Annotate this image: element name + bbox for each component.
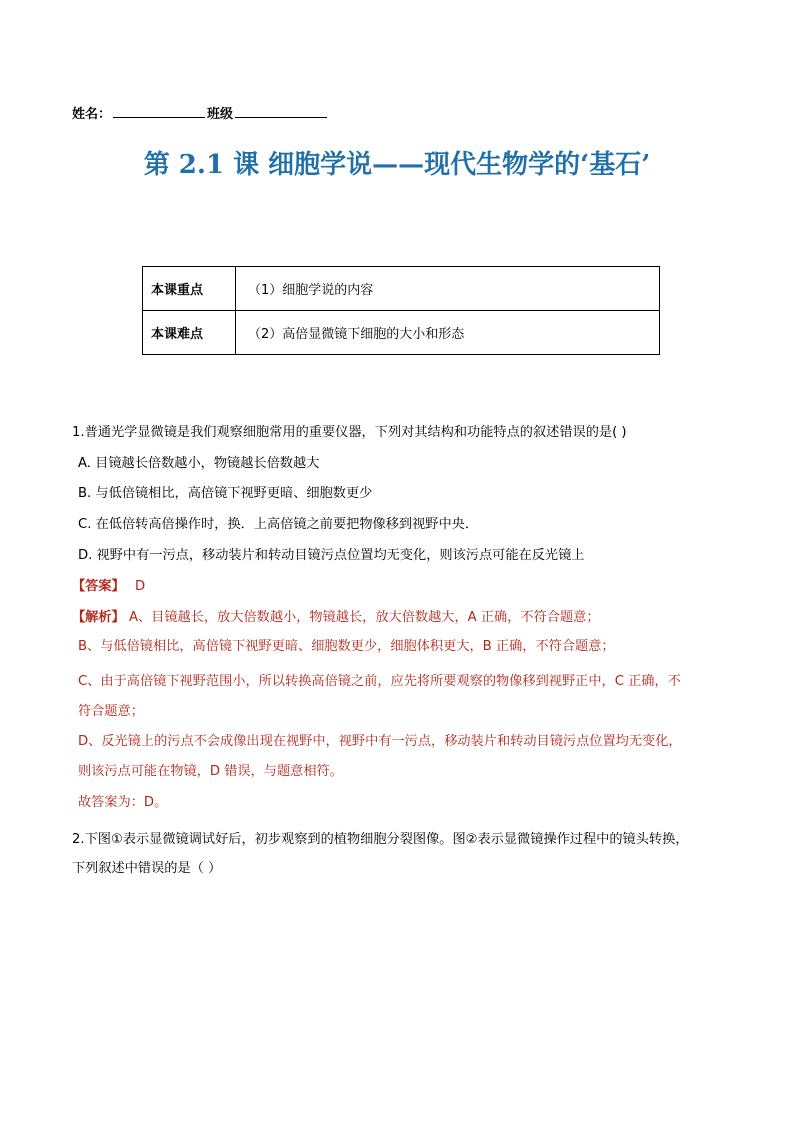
analysis-tag: 【解析】	[72, 610, 125, 625]
class-blank	[235, 105, 327, 118]
analysis-a: A、目镜越长，放大倍数越小，物镜越长，放大倍数越大，A 正确，不符合题意；	[128, 610, 600, 625]
analysis-conclusion: 故答案为：D。	[78, 795, 168, 810]
name-label: 姓名：	[72, 107, 112, 122]
question-1-option-b: B. 与低倍镜相比，高倍镜下视野更暗、细胞数更少	[78, 486, 373, 501]
table-row	[143, 311, 660, 355]
class-label: 班级	[207, 107, 234, 122]
question-2-stem-line-1: 2.下图①表示显微镜调试好后，初步观察到的植物细胞分裂图像。图②表示显微镜操作过程中的镜头转换，	[72, 832, 689, 847]
difficulty-value: （2）高倍显微镜下细胞的大小和形态	[236, 311, 660, 355]
analysis-c-line-1: C、由于高倍镜下视野范围小，所以转换高倍镜之前，应先将所要观察的物像移到视野正中，C 正确，不	[78, 674, 681, 689]
question-2-stem-line-2: 下列叙述中错误的是（ ）	[72, 861, 222, 876]
key-point-label: 本课重点	[143, 267, 236, 311]
name-blank	[113, 105, 205, 118]
difficulty-label: 本课难点	[143, 311, 236, 355]
analysis-d-line-1: D、反光镜上的污点不会成像出现在视野中，视野中有一污点，移动装片和转动目镜污点位置均无变化，	[78, 734, 682, 749]
analysis-b: B、与低倍镜相比，高倍镜下视野更暗、细胞数更少，细胞体积更大，B 正确，不符合题意；	[78, 639, 615, 654]
key-points-table	[142, 266, 660, 355]
answer-line	[72, 578, 145, 595]
lesson-title: 第 2.1 课 细胞学说——现代生物学的‘基石’	[143, 150, 651, 180]
name-class-line	[72, 103, 327, 122]
key-point-value: （1）细胞学说的内容	[236, 267, 660, 311]
analysis-line-a	[72, 609, 600, 626]
analysis-d-line-2: 则该污点可能在物镜，D 错误，与题意相符。	[78, 764, 343, 779]
table-row	[143, 267, 660, 311]
question-1-option-c: C. 在低倍转高倍操作时，换．上高倍镜之前要把物像移到视野中央．	[78, 517, 479, 532]
question-1-stem: 1.普通光学显微镜是我们观察细胞常用的重要仪器，下列对其结构和功能特点的叙述错误的是( )	[72, 425, 627, 440]
answer-tag: 【答案】	[72, 579, 125, 594]
question-1-option-a: A. 目镜越长倍数越小，物镜越长倍数越大	[78, 456, 320, 471]
analysis-c-line-2: 符合题意；	[78, 704, 144, 719]
question-1-option-d: D. 视野中有一污点，移动装片和转动目镜污点位置均无变化，则该污点可能在反光镜上	[78, 548, 585, 563]
answer-value: D	[134, 579, 146, 594]
